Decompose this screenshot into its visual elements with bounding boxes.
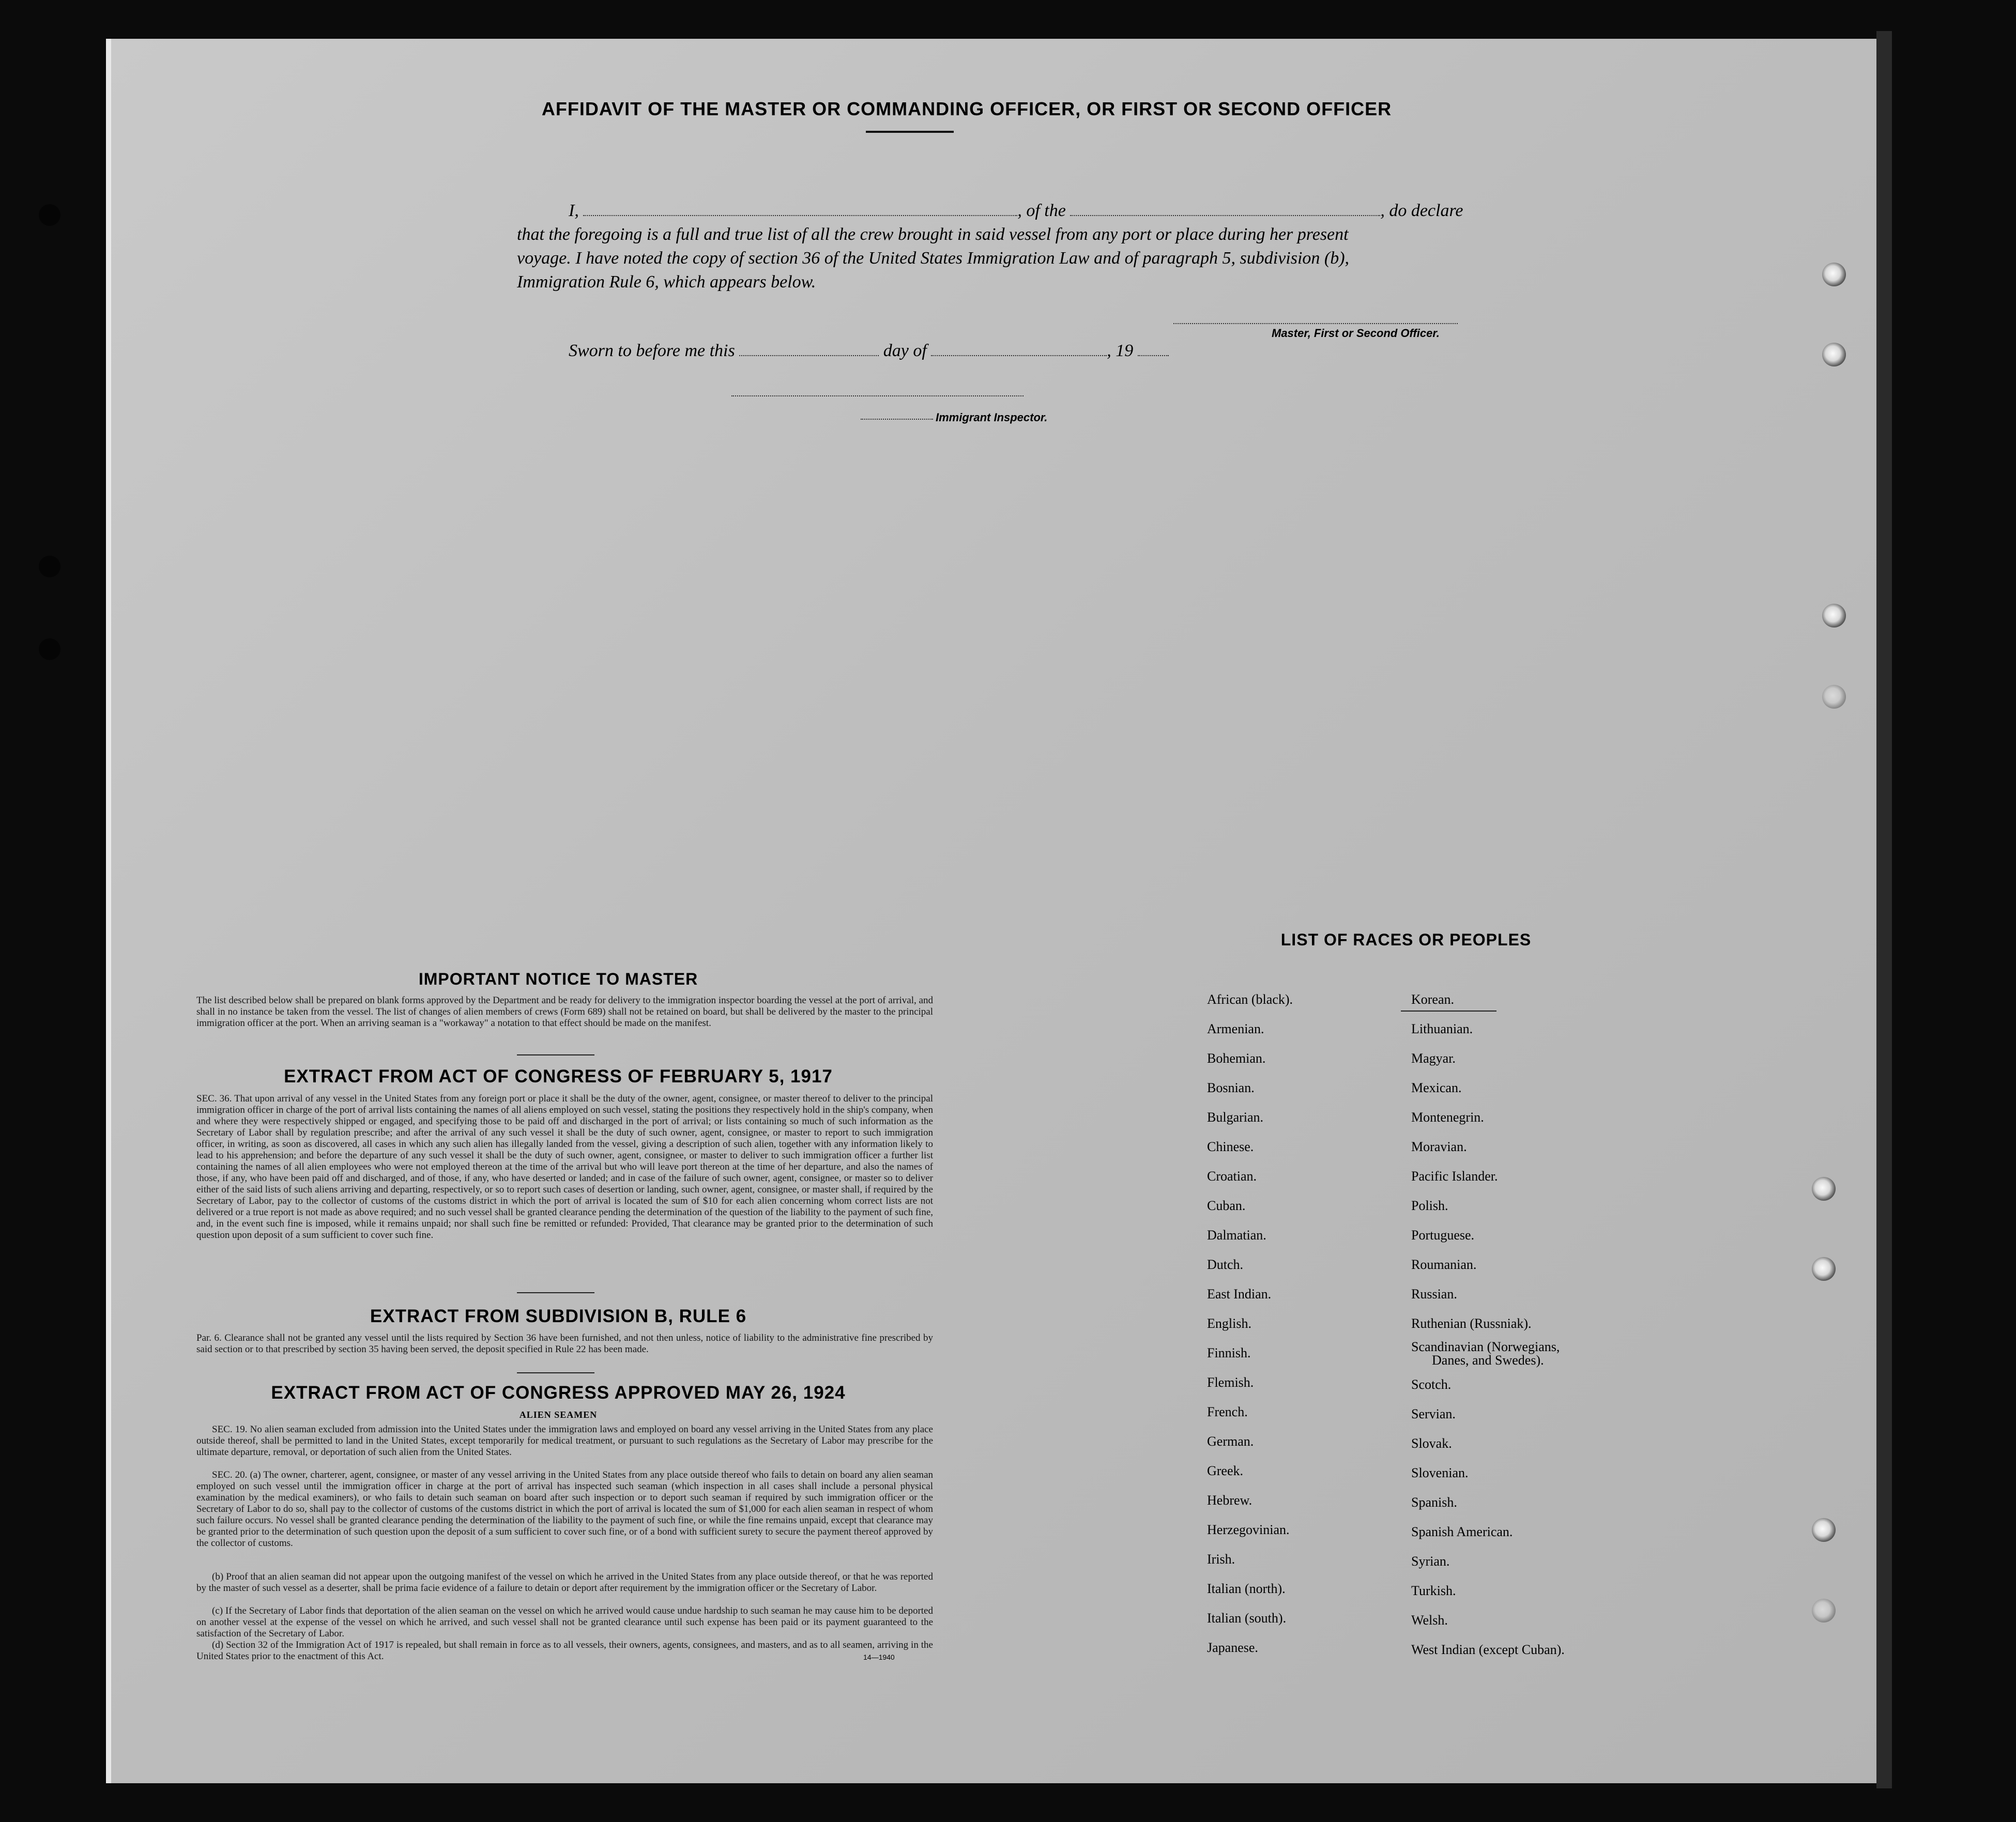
race-item: Russian. — [1411, 1287, 1457, 1302]
affidavit-body — [517, 199, 1592, 294]
extract-1924-title: EXTRACT FROM ACT OF CONGRESS APPROVED MAY 26, 1924 — [271, 1383, 846, 1403]
sworn-day-blank[interactable] — [739, 345, 879, 356]
race-item: Magyar. — [1411, 1051, 1456, 1066]
extract-1924-sec20a: SEC. 20. (a) The owner, charterer, agent, consignee, or master of any vessel arriving in the United States from any place outside thereof who fails to detain on board any alien seaman employed on such vessel until the immigration officer in charge at the port of arrival has inspected such seaman (which inspection in all cases shall include a personal physical examination by the medical examiners), or who fails to detain such seaman on board after such inspection or to deport such seaman if required by such immigration officer or the Secretary of Labor to do so, shall pay to the collector of customs of the customs district in which the port of arrival is located the sum of $1,000 for each alien seaman in respect of whom such failure occurs. No vessel shall be granted clearance pending the determination of the liability to the payment of such fine, or while the fine remains unpaid, except that clearance may be granted prior to the determination of such question upon the deposit of a sum sufficient to cover such fine, or of a bond with sufficient surety to secure the payment thereof approved by the collector of customs. — [196, 1469, 933, 1549]
extract-1924-sec20b: (b) Proof that an alien seaman did not appear upon the outgoing manifest of the vessel on which he arrived in the United States from any place outside thereof, or that he was reported by the master of such vessel as a deserter, shall be prima facie evidence of a failure to detain or deport after requirement by the immigration officer or the Secretary of Labor. — [196, 1571, 933, 1594]
binder-hole — [39, 556, 60, 577]
race-item: Greek. — [1207, 1463, 1244, 1478]
race-item: Chinese. — [1207, 1139, 1254, 1154]
race-item: Finnish. — [1207, 1345, 1251, 1360]
i-label: I, — [569, 201, 579, 220]
day-of-label: day of — [883, 341, 927, 360]
race-item: Slovak. — [1411, 1436, 1452, 1451]
race-item: Croatian. — [1207, 1169, 1257, 1184]
inspector-caption: Immigrant Inspector. — [936, 411, 1048, 424]
race-item: German. — [1207, 1434, 1254, 1449]
race-item: Bosnian. — [1207, 1080, 1255, 1095]
declare-label: , do declare — [1380, 201, 1463, 220]
race-item: Montenegrin. — [1411, 1110, 1484, 1125]
race-item: Scandinavian (Norwegians, — [1411, 1339, 1560, 1354]
race-item: Portuguese. — [1411, 1228, 1475, 1243]
races-right-column — [1411, 985, 1565, 1664]
races-left-column — [1207, 985, 1293, 1662]
race-item: French. — [1207, 1404, 1248, 1419]
sworn-line — [569, 341, 1169, 361]
race-item: Polish. — [1411, 1198, 1448, 1213]
race-item: Dalmatian. — [1207, 1228, 1266, 1243]
extract-rule6-title: EXTRACT FROM SUBDIVISION B, RULE 6 — [370, 1306, 747, 1326]
race-item: Danes, and Swedes). — [1432, 1353, 1544, 1368]
extract-1917-title: EXTRACT FROM ACT OF CONGRESS OF FEBRUARY 5, 1917 — [284, 1066, 833, 1086]
binder-hole — [39, 204, 60, 226]
race-item: Hebrew. — [1207, 1493, 1253, 1508]
of-the-label: , of the — [1017, 201, 1066, 220]
sworn-month-blank[interactable] — [931, 345, 1107, 356]
extract-1924-sec20c: (c) If the Secretary of Labor finds that deportation of the alien seaman on the vessel on which he arrived would cause undue hardship to such seaman he may cause him to be deported on another vessel at the expense of the vessel on which he arrived, and such vessel shall not be granted clearance until such expense has been paid or its payment guaranteed to the satisfaction of the Secretary of Labor. — [196, 1605, 933, 1639]
race-item: Slovenian. — [1411, 1465, 1469, 1480]
binder-hole — [1822, 343, 1846, 366]
race-item: Cuban. — [1207, 1198, 1246, 1213]
race-item: Korean. — [1411, 992, 1455, 1007]
race-item: Spanish. — [1411, 1495, 1457, 1510]
race-item: African (black). — [1207, 992, 1293, 1007]
race-item: Flemish. — [1207, 1375, 1254, 1390]
notice-text: The list described below shall be prepared on blank forms approved by the Department and be ready for delivery to the immigration inspector boarding the vessel at the port of arrival, and shall in no instance be taken from the vessel. The list of changes of alien members of crews (Form 689) shall not be retained on board, but shall be delivered by the master to the principal immigration officer at the port. When an arriving seaman is a "workaway" a notation to that effect should be made on the manifest. — [196, 995, 933, 1029]
affidavit-line-3: voyage. I have noted the copy of section 36 of the United States Immigration Law and of paragraph 5, subdivision (b), — [517, 249, 1350, 268]
race-item: Herzegovinian. — [1207, 1522, 1290, 1537]
affidavit-line-2: that the foregoing is a full and true list of all the crew brought in said vessel from any port or place during her present — [517, 225, 1349, 244]
race-item: Turkish. — [1411, 1583, 1456, 1598]
master-caption: Master, First or Second Officer. — [1272, 327, 1440, 340]
binder-hole — [1822, 263, 1846, 286]
race-item: Syrian. — [1411, 1554, 1450, 1569]
race-item: Welsh. — [1411, 1613, 1448, 1628]
affidavit-line-4: Immigration Rule 6, which appears below. — [517, 272, 816, 292]
inspector-signature-line[interactable] — [731, 395, 1024, 396]
section-divider — [517, 1054, 594, 1055]
binder-hole — [1822, 604, 1846, 627]
extract-1917-text: SEC. 36. That upon arrival of any vessel in the United States from any foreign port or place it shall be the duty of the owner, agent, consignee, or master thereof to deliver to the principal immigration officer in charge of the port of arrival lists containing the names of all aliens employed on such vessel, stating the positions they respectively hold in the ship's company, when and where they were respectively shipped or engaged, and specifying those to be paid off and discharged in the port of arrival; or lists containing so much of such information as the Secretary of Labor shall by regulation prescribe; and after the arrival of any such vessel it shall be the duty of such owner, agent, consignee, or master to report to such immigration officer, in writing, as soon as discovered, all cases in which any such alien has illegally landed from the vessel, giving a description of such alien, together with any information likely to lead to his apprehension; and before the departure of any such vessel it shall be the duty of such owner, agent, consignee, or master to deliver to such immigration officer a further list containing the names of all alien employees who were not employed thereon at the time of the arrival but who will leave port thereon at the time of her departure, and also the names of those, if any, who have been paid off and discharged, and of those, if any, who have deserted or landed; and in case of the failure of such owner, agent, consignee, or master so to deliver either of the said lists of such aliens arriving and departing, respectively, or so to report such cases of desertion or landing, such owner, agent, consignee, or master shall, if required by the Secretary of Labor, pay to the collector of customs of the customs district in which the port of arrival is located the sum of $10 for each alien concerning whom correct lists are not delivered or a true report is not made as above required; and no such vessel shall be granted clearance pending the determination of the question of the liability to the payment of such fine, and, in the event such fine is imposed, while it remains unpaid; nor shall such fine be remitted or refunded: Provided, That clearance may be granted prior to the determination of such question upon deposit of a sum sufficient to cover such fine. — [196, 1093, 933, 1241]
race-item-scandinavian — [1411, 1338, 1565, 1370]
binder-hole — [39, 638, 60, 660]
sworn-year-blank[interactable] — [1138, 345, 1169, 356]
race-item: Bulgarian. — [1207, 1110, 1264, 1125]
alien-seamen-subtitle: ALIEN SEAMEN — [519, 1410, 598, 1420]
race-item: Italian (north). — [1207, 1581, 1286, 1596]
races-title: LIST OF RACES OR PEOPLES — [1280, 930, 1532, 949]
notice-title: IMPORTANT NOTICE TO MASTER — [418, 970, 698, 988]
race-item: Italian (south). — [1207, 1611, 1287, 1626]
race-item: Moravian. — [1411, 1139, 1467, 1154]
sworn-label: Sworn to before me this — [569, 341, 735, 360]
race-item: Bohemian. — [1207, 1051, 1266, 1066]
race-item: Roumanian. — [1411, 1257, 1477, 1272]
race-item: English. — [1207, 1316, 1251, 1331]
race-item: Scotch. — [1411, 1377, 1452, 1392]
binder-hole — [1812, 1599, 1836, 1622]
affidavit-title: AFFIDAVIT OF THE MASTER OR COMMANDING OFFICER, OR FIRST OR SECOND OFFICER — [541, 98, 1392, 119]
race-item: Ruthenian (Russniak). — [1411, 1316, 1532, 1331]
race-item: Servian. — [1411, 1406, 1456, 1421]
vessel-blank[interactable] — [1070, 205, 1380, 216]
section-divider — [517, 1292, 594, 1293]
race-item: Spanish American. — [1411, 1524, 1513, 1539]
binder-hole — [1812, 1257, 1836, 1281]
affidavit-line-1 — [569, 199, 1592, 223]
race-item: Irish. — [1207, 1552, 1235, 1567]
race-item: Armenian. — [1207, 1021, 1264, 1036]
inspector-caption-line — [861, 419, 933, 420]
binder-hole — [1822, 685, 1846, 709]
extract-rule6-text: Par. 6. Clearance shall not be granted any vessel until the lists required by Section 36 have been furnished, and not then unless, notice of liability to the administrative fine prescribed by said section or to that prescribed by section 35 having been served, the deposit specified in Rule 22 has been made. — [196, 1333, 933, 1355]
master-signature-line[interactable] — [1173, 323, 1458, 324]
race-item: Japanese. — [1207, 1640, 1258, 1655]
page-edge-shadow — [1876, 31, 1892, 1788]
extract-1924-sec20d: (d) Section 32 of the Immigration Act of 1917 is repealed, but shall remain in force as to all vessels, their owners, agents, consignees, and masters, and as to all seamen, arriving in the United States prior to the enactment of this Act. — [196, 1640, 933, 1662]
race-item: Mexican. — [1411, 1080, 1462, 1095]
section-divider — [517, 1372, 594, 1373]
race-item: Pacific Islander. — [1411, 1169, 1498, 1184]
binder-hole — [1812, 1518, 1836, 1542]
race-item: West Indian (except Cuban). — [1411, 1642, 1565, 1657]
title-rule — [866, 131, 954, 133]
race-item: Lithuanian. — [1411, 1021, 1473, 1036]
race-item: East Indian. — [1207, 1287, 1272, 1302]
form-number: 14—1940 — [863, 1653, 895, 1661]
race-item: Dutch. — [1207, 1257, 1244, 1272]
extract-1924-sec19: SEC. 19. No alien seaman excluded from admission into the United States under the immigration laws and employed on board any vessel arriving in the United States from any place outside thereof, shall be permitted to land in the United States, except temporarily for medical treatment, or pursuant to such regulations as the Secretary of Labor may prescribe for the ultimate departure, removal, or deportation of such alien from the United States. — [196, 1424, 933, 1458]
binder-hole — [1812, 1177, 1836, 1201]
name-blank[interactable] — [583, 205, 1017, 216]
year-label: , 19 — [1107, 341, 1134, 360]
